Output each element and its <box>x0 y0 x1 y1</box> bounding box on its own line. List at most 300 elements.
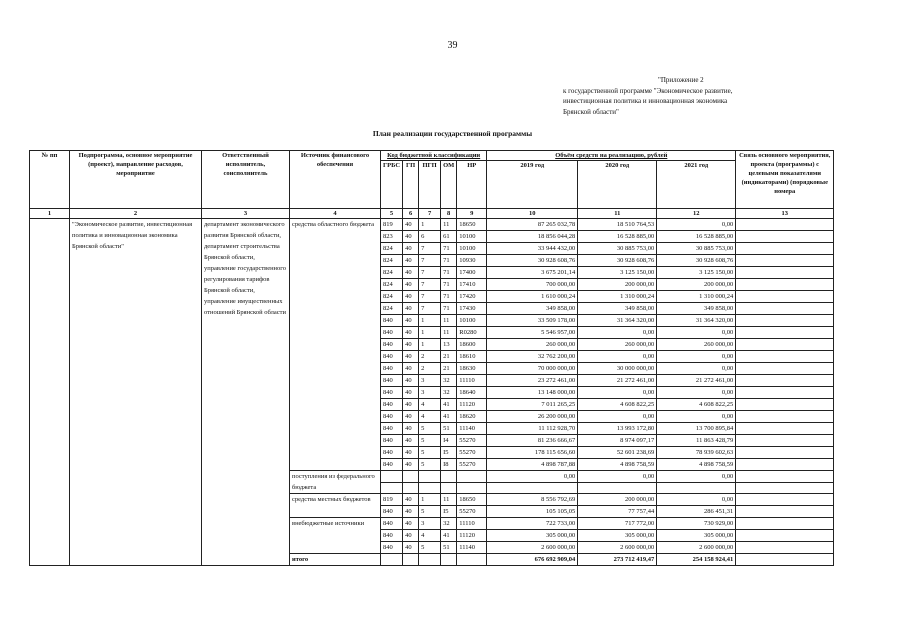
nr-cell: 10930 <box>457 255 487 267</box>
amount-2020-cell: 13 993 172,80 <box>578 423 657 435</box>
amount-2020-cell: 0,00 <box>578 327 657 339</box>
column-number: 7 <box>419 209 441 219</box>
om-cell: 51 <box>441 542 457 554</box>
column-number: 10 <box>487 209 578 219</box>
total-label: итого <box>290 554 381 566</box>
gp-cell <box>403 471 419 483</box>
amount-2019-cell: 3 675 201,14 <box>487 267 578 279</box>
grbs-cell: 840 <box>381 542 403 554</box>
pgp-cell: 3 <box>419 518 441 530</box>
amount-2021-cell: 4 608 822,25 <box>657 399 736 411</box>
gp-cell: 40 <box>403 255 419 267</box>
amount-2021-cell: 16 528 885,00 <box>657 231 736 243</box>
om-cell: 11 <box>441 219 457 231</box>
om-cell: 71 <box>441 303 457 315</box>
link-cell <box>736 351 834 363</box>
amount-2019-cell: 722 733,00 <box>487 518 578 530</box>
amount-2019-cell: 260 000,00 <box>487 339 578 351</box>
source-cell: внебюджетные источники <box>290 518 381 554</box>
gp-cell: 40 <box>403 351 419 363</box>
link-cell <box>736 363 834 375</box>
amount-2021-cell: 0,00 <box>657 387 736 399</box>
column-number: 6 <box>403 209 419 219</box>
amount-2021-cell: 349 858,00 <box>657 303 736 315</box>
grbs-cell: 840 <box>381 375 403 387</box>
gp-cell: 40 <box>403 279 419 291</box>
column-number: 1 <box>30 209 70 219</box>
amount-2021-cell: 78 939 602,63 <box>657 447 736 459</box>
link-cell <box>736 291 834 303</box>
om-cell: 32 <box>441 387 457 399</box>
row-number-cell <box>30 219 70 566</box>
table-row <box>30 219 834 231</box>
om-cell: 11 <box>441 327 457 339</box>
om-cell <box>441 483 457 494</box>
amount-2019-cell: 13 148 000,00 <box>487 387 578 399</box>
appendix-note <box>563 75 803 117</box>
amount-2019-cell: 70 000 000,00 <box>487 363 578 375</box>
total-code-cell <box>403 554 419 566</box>
grbs-cell: 840 <box>381 339 403 351</box>
header-num: № пп <box>30 151 70 209</box>
amount-2020-cell: 0,00 <box>578 471 657 483</box>
header-volume: Объём средств на реализацию, рублей <box>487 151 736 161</box>
table-header <box>30 151 834 219</box>
source-cell: средства областного бюджета <box>290 219 381 471</box>
amount-2021-cell: 11 863 428,79 <box>657 435 736 447</box>
amount-2021-cell: 30 928 608,76 <box>657 255 736 267</box>
pgp-cell: 1 <box>419 339 441 351</box>
amount-2021-cell: 3 125 150,00 <box>657 267 736 279</box>
gp-cell: 40 <box>403 339 419 351</box>
responsible-cell: департамент экономического развития Брянской области, департамент строительства Брянской области, управление государственного регулирования тарифов Брянской области, управление имущественных отношений Брянской области <box>202 219 290 566</box>
amount-2020-cell: 260 000,00 <box>578 339 657 351</box>
column-numbers-row <box>30 209 834 219</box>
om-cell: 13 <box>441 339 457 351</box>
appendix-line: инвестиционная политика и инновационная экономика <box>563 97 728 105</box>
source-cell: средства местных бюджетов <box>290 494 381 518</box>
header-budget-code: Код бюджетной классификации <box>381 151 487 161</box>
link-cell <box>736 279 834 291</box>
link-cell <box>736 471 834 483</box>
gp-cell: 40 <box>403 327 419 339</box>
total-code-cell <box>441 554 457 566</box>
amount-2021-cell: 0,00 <box>657 327 736 339</box>
grbs-cell: 840 <box>381 435 403 447</box>
amount-2019-cell: 2 600 000,00 <box>487 542 578 554</box>
header-source: Источник финансового обеспечения <box>290 151 381 209</box>
link-cell <box>736 506 834 518</box>
amount-2020-cell: 349 858,00 <box>578 303 657 315</box>
grbs-cell: 840 <box>381 363 403 375</box>
plan-table <box>29 150 834 566</box>
pgp-cell: 1 <box>419 219 441 231</box>
link-cell <box>736 447 834 459</box>
pgp-cell: 5 <box>419 459 441 471</box>
grbs-cell: 840 <box>381 447 403 459</box>
amount-2019-cell: 7 011 265,25 <box>487 399 578 411</box>
amount-2020-cell: 1 310 000,24 <box>578 291 657 303</box>
amount-2020-cell: 21 272 461,00 <box>578 375 657 387</box>
subprogram-cell: "Экономическое развитие, инвестиционная политика и инновационная экономика Брянской области" <box>70 219 202 566</box>
om-cell: I8 <box>441 459 457 471</box>
column-number: 9 <box>457 209 487 219</box>
gp-cell: 40 <box>403 399 419 411</box>
amount-2020-cell: 77 757,44 <box>578 506 657 518</box>
gp-cell: 40 <box>403 387 419 399</box>
amount-2019-cell: 33 509 178,00 <box>487 315 578 327</box>
link-cell <box>736 518 834 530</box>
pgp-cell: 7 <box>419 279 441 291</box>
nr-cell: 11120 <box>457 530 487 542</box>
nr-cell: 17400 <box>457 267 487 279</box>
gp-cell: 40 <box>403 303 419 315</box>
om-cell: 21 <box>441 351 457 363</box>
header-2021: 2021 год <box>657 161 736 209</box>
om-cell: I5 <box>441 506 457 518</box>
gp-cell: 40 <box>403 506 419 518</box>
gp-cell: 40 <box>403 363 419 375</box>
pgp-cell: 3 <box>419 387 441 399</box>
amount-2020-cell: 30 928 608,76 <box>578 255 657 267</box>
link-cell <box>736 219 834 231</box>
table-body <box>30 219 834 566</box>
amount-2019-cell: 8 556 792,69 <box>487 494 578 506</box>
link-cell <box>736 530 834 542</box>
amount-2019-cell: 5 546 957,00 <box>487 327 578 339</box>
amount-2020-cell: 30 885 753,00 <box>578 243 657 255</box>
amount-2019-cell: 349 858,00 <box>487 303 578 315</box>
nr-cell: 11140 <box>457 423 487 435</box>
column-number: 2 <box>70 209 202 219</box>
grbs-cell: 840 <box>381 423 403 435</box>
link-cell <box>736 231 834 243</box>
link-cell <box>736 423 834 435</box>
pgp-cell: 7 <box>419 291 441 303</box>
amount-2019-cell: 178 115 656,60 <box>487 447 578 459</box>
om-cell: I5 <box>441 447 457 459</box>
column-number: 11 <box>578 209 657 219</box>
pgp-cell: 6 <box>419 231 441 243</box>
om-cell: 71 <box>441 291 457 303</box>
amount-2020-cell: 4 608 822,25 <box>578 399 657 411</box>
nr-cell: 18640 <box>457 387 487 399</box>
pgp-cell: 7 <box>419 267 441 279</box>
om-cell: 51 <box>441 423 457 435</box>
amount-2020-cell: 2 600 000,00 <box>578 542 657 554</box>
amount-2020-cell <box>578 483 657 494</box>
gp-cell: 40 <box>403 542 419 554</box>
nr-cell: 17420 <box>457 291 487 303</box>
header-link: Связь основного мероприятия, проекта (программы) с целевыми показателями (индикаторами) (порядковые номера <box>736 151 834 209</box>
amount-2021-cell: 260 000,00 <box>657 339 736 351</box>
amount-2019-cell: 1 610 000,24 <box>487 291 578 303</box>
grbs-cell: 823 <box>381 231 403 243</box>
amount-2019-cell: 0,00 <box>487 471 578 483</box>
amount-2019-cell: 33 944 432,00 <box>487 243 578 255</box>
grbs-cell: 840 <box>381 315 403 327</box>
om-cell: 71 <box>441 243 457 255</box>
gp-cell <box>403 483 419 494</box>
link-cell <box>736 327 834 339</box>
amount-2021-cell: 2 600 000,00 <box>657 542 736 554</box>
amount-2020-cell: 18 510 764,53 <box>578 219 657 231</box>
gp-cell: 40 <box>403 243 419 255</box>
link-cell <box>736 243 834 255</box>
om-cell: 61 <box>441 231 457 243</box>
amount-2021-cell: 200 000,00 <box>657 279 736 291</box>
header-subprogram: Подпрограмма, основное мероприятие (проект), направление расходов, мероприятие <box>70 151 202 209</box>
amount-2019-cell: 105 105,05 <box>487 506 578 518</box>
om-cell: 71 <box>441 279 457 291</box>
nr-cell: 11110 <box>457 518 487 530</box>
amount-2021-cell: 730 929,00 <box>657 518 736 530</box>
grbs-cell: 824 <box>381 279 403 291</box>
nr-cell: 18650 <box>457 494 487 506</box>
total-code-cell <box>457 554 487 566</box>
amount-2019-cell: 4 898 787,88 <box>487 459 578 471</box>
amount-2019-cell: 18 856 044,28 <box>487 231 578 243</box>
pgp-cell: 2 <box>419 351 441 363</box>
nr-cell: R0280 <box>457 327 487 339</box>
pgp-cell: 1 <box>419 327 441 339</box>
pgp-cell: 5 <box>419 447 441 459</box>
amount-2019-cell: 11 112 928,70 <box>487 423 578 435</box>
nr-cell: 18630 <box>457 363 487 375</box>
om-cell: 41 <box>441 399 457 411</box>
column-number: 13 <box>736 209 834 219</box>
gp-cell: 40 <box>403 459 419 471</box>
om-cell: 32 <box>441 518 457 530</box>
amount-2020-cell: 8 974 097,17 <box>578 435 657 447</box>
grbs-cell: 824 <box>381 291 403 303</box>
grbs-cell: 824 <box>381 255 403 267</box>
pgp-cell: 4 <box>419 411 441 423</box>
om-cell: 71 <box>441 255 457 267</box>
gp-cell: 40 <box>403 494 419 506</box>
source-cell: поступления из федерального бюджета <box>290 471 381 494</box>
amount-2021-cell: 0,00 <box>657 219 736 231</box>
link-cell <box>736 267 834 279</box>
om-cell: 41 <box>441 530 457 542</box>
document-title: План реализации государственной программы <box>372 129 533 138</box>
gp-cell: 40 <box>403 518 419 530</box>
amount-2021-cell: 0,00 <box>657 351 736 363</box>
nr-cell: 18650 <box>457 219 487 231</box>
link-cell <box>736 339 834 351</box>
om-cell: 41 <box>441 411 457 423</box>
grbs-cell: 840 <box>381 530 403 542</box>
pgp-cell: 1 <box>419 494 441 506</box>
amount-2021-cell: 1 310 000,24 <box>657 291 736 303</box>
gp-cell: 40 <box>403 530 419 542</box>
total-2020: 273 712 419,47 <box>578 554 657 566</box>
nr-cell: 17410 <box>457 279 487 291</box>
pgp-cell: 5 <box>419 435 441 447</box>
amount-2019-cell: 23 272 461,00 <box>487 375 578 387</box>
appendix-line: Брянской области" <box>563 107 619 116</box>
amount-2019-cell: 30 928 608,76 <box>487 255 578 267</box>
link-cell <box>736 554 834 566</box>
header-nr: НР <box>457 161 487 209</box>
link-cell <box>736 435 834 447</box>
nr-cell: 17430 <box>457 303 487 315</box>
grbs-cell: 819 <box>381 219 403 231</box>
amount-2021-cell: 305 000,00 <box>657 530 736 542</box>
gp-cell: 40 <box>403 435 419 447</box>
pgp-cell: 5 <box>419 423 441 435</box>
om-cell: 11 <box>441 315 457 327</box>
amount-2020-cell: 200 000,00 <box>578 279 657 291</box>
link-cell <box>736 303 834 315</box>
nr-cell: 18620 <box>457 411 487 423</box>
pgp-cell: 5 <box>419 506 441 518</box>
amount-2020-cell: 52 601 238,69 <box>578 447 657 459</box>
link-cell <box>736 315 834 327</box>
header-om: ОМ <box>441 161 457 209</box>
gp-cell: 40 <box>403 231 419 243</box>
pgp-cell: 1 <box>419 315 441 327</box>
amount-2019-cell: 305 000,00 <box>487 530 578 542</box>
pgp-cell: 5 <box>419 542 441 554</box>
gp-cell: 40 <box>403 411 419 423</box>
nr-cell: 10100 <box>457 231 487 243</box>
link-cell <box>736 411 834 423</box>
pgp-cell <box>419 483 441 494</box>
link-cell <box>736 542 834 554</box>
grbs-cell: 819 <box>381 494 403 506</box>
nr-cell: 11120 <box>457 399 487 411</box>
om-cell: I4 <box>441 435 457 447</box>
link-cell <box>736 494 834 506</box>
amount-2020-cell: 16 528 885,00 <box>578 231 657 243</box>
total-2019: 676 692 909,04 <box>487 554 578 566</box>
column-number: 4 <box>290 209 381 219</box>
nr-cell: 18600 <box>457 339 487 351</box>
amount-2021-cell: 0,00 <box>657 471 736 483</box>
grbs-cell: 824 <box>381 243 403 255</box>
column-number: 12 <box>657 209 736 219</box>
amount-2021-cell: 13 700 895,84 <box>657 423 736 435</box>
link-cell <box>736 399 834 411</box>
link-cell <box>736 255 834 267</box>
grbs-cell <box>381 471 403 483</box>
amount-2021-cell: 0,00 <box>657 363 736 375</box>
nr-cell: 11140 <box>457 542 487 554</box>
pgp-cell: 4 <box>419 530 441 542</box>
pgp-cell <box>419 471 441 483</box>
om-cell: 21 <box>441 363 457 375</box>
amount-2019-cell <box>487 483 578 494</box>
amount-2020-cell: 3 125 150,00 <box>578 267 657 279</box>
nr-cell <box>457 471 487 483</box>
grbs-cell: 840 <box>381 327 403 339</box>
header-2020: 2020 год <box>578 161 657 209</box>
amount-2020-cell: 200 000,00 <box>578 494 657 506</box>
grbs-cell <box>381 483 403 494</box>
grbs-cell: 824 <box>381 303 403 315</box>
amount-2021-cell: 0,00 <box>657 494 736 506</box>
link-cell <box>736 483 834 494</box>
nr-cell: 55270 <box>457 435 487 447</box>
header-responsible: Ответственный исполнитель, соисполнитель <box>202 151 290 209</box>
amount-2020-cell: 305 000,00 <box>578 530 657 542</box>
amount-2020-cell: 31 364 320,00 <box>578 315 657 327</box>
pgp-cell: 7 <box>419 303 441 315</box>
amount-2019-cell: 81 236 666,67 <box>487 435 578 447</box>
page-number: 39 <box>447 40 458 51</box>
amount-2021-cell: 21 272 461,00 <box>657 375 736 387</box>
nr-cell: 11110 <box>457 375 487 387</box>
grbs-cell: 840 <box>381 506 403 518</box>
amount-2020-cell: 0,00 <box>578 411 657 423</box>
nr-cell: 55270 <box>457 459 487 471</box>
column-number: 3 <box>202 209 290 219</box>
gp-cell: 40 <box>403 423 419 435</box>
grbs-cell: 840 <box>381 351 403 363</box>
grbs-cell: 840 <box>381 518 403 530</box>
header-pgp: ПГП <box>419 161 441 209</box>
amount-2021-cell: 31 364 320,00 <box>657 315 736 327</box>
grbs-cell: 840 <box>381 459 403 471</box>
nr-cell: 55270 <box>457 506 487 518</box>
amount-2020-cell: 717 772,00 <box>578 518 657 530</box>
amount-2019-cell: 32 762 200,00 <box>487 351 578 363</box>
om-cell <box>441 471 457 483</box>
link-cell <box>736 459 834 471</box>
nr-cell: 55270 <box>457 447 487 459</box>
grbs-cell: 840 <box>381 399 403 411</box>
header-2019: 2019 год <box>487 161 578 209</box>
pgp-cell: 4 <box>419 399 441 411</box>
amount-2021-cell <box>657 483 736 494</box>
amount-2021-cell: 0,00 <box>657 411 736 423</box>
amount-2020-cell: 4 898 758,59 <box>578 459 657 471</box>
pgp-cell: 3 <box>419 375 441 387</box>
amount-2019-cell: 26 200 000,00 <box>487 411 578 423</box>
amount-2021-cell: 4 898 758,59 <box>657 459 736 471</box>
header-grbs: ГРБС <box>381 161 403 209</box>
pgp-cell: 7 <box>419 255 441 267</box>
amount-2021-cell: 30 885 753,00 <box>657 243 736 255</box>
total-code-cell <box>381 554 403 566</box>
grbs-cell: 840 <box>381 411 403 423</box>
appendix-line: "Приложение 2 <box>658 76 704 84</box>
nr-cell: 10100 <box>457 243 487 255</box>
appendix-line: к государственной программе "Экономическое развитие, <box>563 86 733 95</box>
total-2021: 254 158 924,41 <box>657 554 736 566</box>
link-cell <box>736 387 834 399</box>
gp-cell: 40 <box>403 267 419 279</box>
grbs-cell: 840 <box>381 387 403 399</box>
pgp-cell: 7 <box>419 243 441 255</box>
total-code-cell <box>419 554 441 566</box>
nr-cell: 18610 <box>457 351 487 363</box>
link-cell <box>736 375 834 387</box>
om-cell: 32 <box>441 375 457 387</box>
amount-2020-cell: 0,00 <box>578 387 657 399</box>
amount-2019-cell: 87 265 032,78 <box>487 219 578 231</box>
amount-2021-cell: 286 451,31 <box>657 506 736 518</box>
gp-cell: 40 <box>403 447 419 459</box>
gp-cell: 40 <box>403 375 419 387</box>
amount-2020-cell: 30 000 000,00 <box>578 363 657 375</box>
amount-2019-cell: 700 000,00 <box>487 279 578 291</box>
grbs-cell: 824 <box>381 267 403 279</box>
gp-cell: 40 <box>403 291 419 303</box>
pgp-cell: 2 <box>419 363 441 375</box>
nr-cell: 10100 <box>457 315 487 327</box>
